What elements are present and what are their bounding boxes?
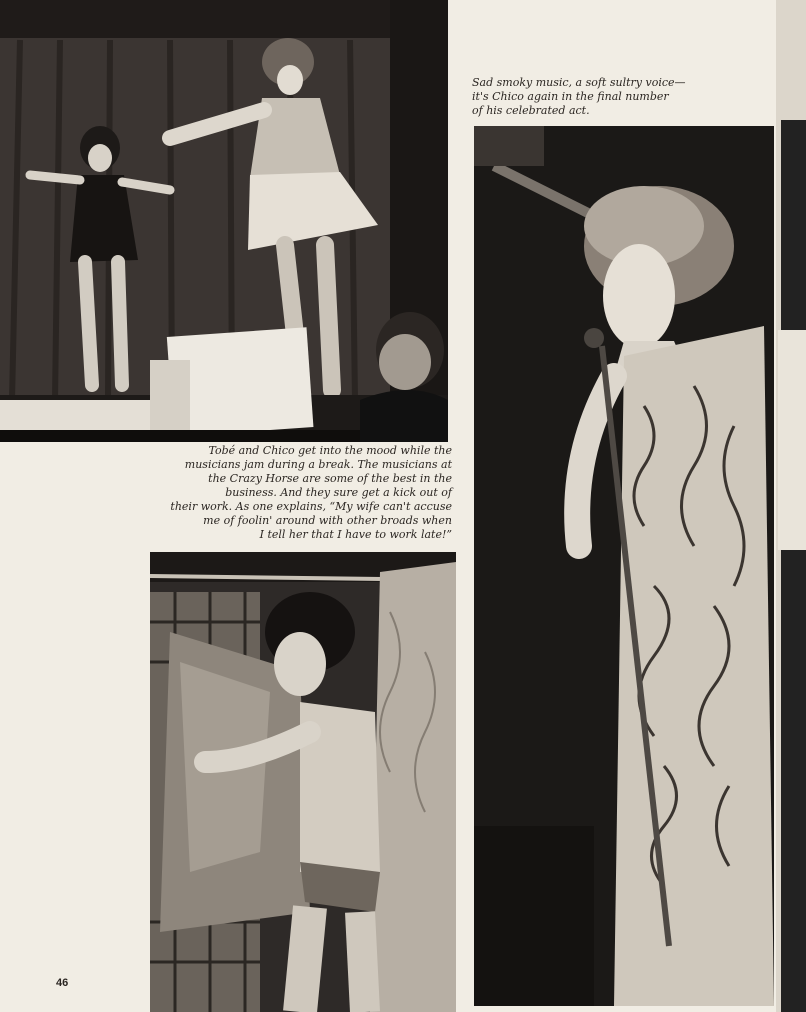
caption-line: their work. As one explains, “My wife can't accuse [170,500,452,513]
dressing-room-photo-illustration [150,552,456,1012]
caption-line: the Crazy Horse are some of the best in the [208,472,452,485]
caption-line: of his celebrated act. [472,104,590,117]
caption-line: me of foolin' around with other broads when [203,514,452,527]
caption-line: Sad smoky music, a soft sultry voice— [472,76,686,89]
stage-photo [0,0,448,442]
singer-photo-illustration [474,126,774,1006]
caption-line: musicians jam during a break. The musicians at [184,458,452,471]
facing-page-light-strip [778,330,806,550]
stage-photo-illustration [0,0,448,442]
caption-line: business. And they sure get a kick out of [225,486,452,499]
caption-line: Tobé and Chico get into the mood while the [208,444,452,457]
page-number: 46 [56,977,69,989]
caption-line: it's Chico again in the final number [472,90,669,103]
singer-photo [474,126,774,1006]
singer-caption [472,76,702,118]
musicians-caption [160,444,452,542]
caption-line: I tell her that I have to work late!” [259,528,452,541]
facing-page-photo-edge [781,120,806,1012]
dressing-room-photo [150,552,456,1012]
